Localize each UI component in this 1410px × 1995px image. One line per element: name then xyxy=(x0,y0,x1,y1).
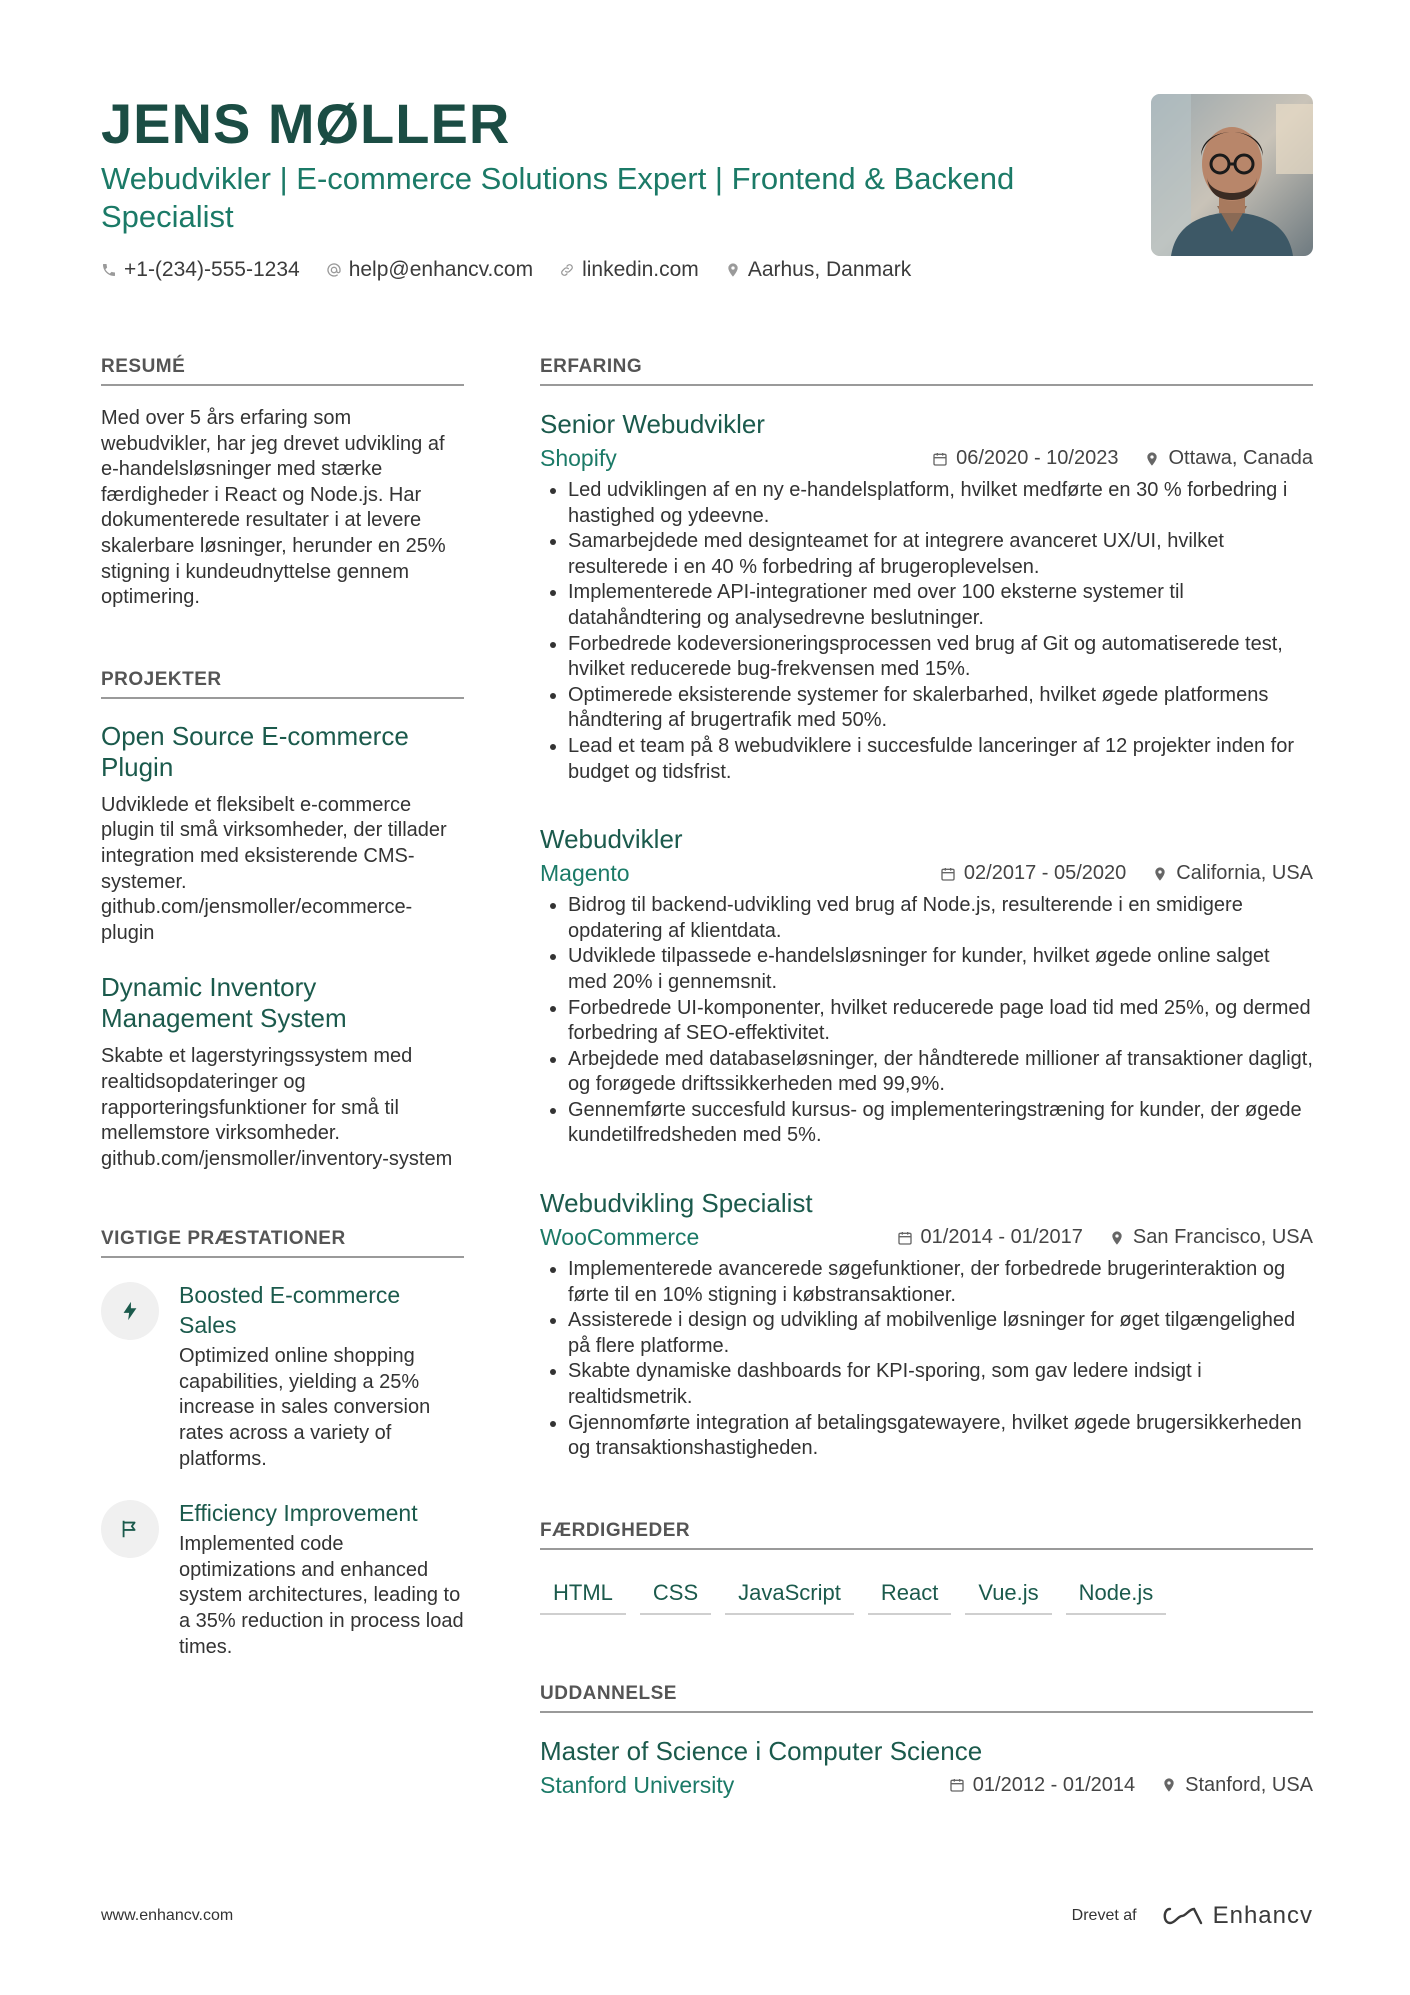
at-icon xyxy=(326,262,342,278)
job-bullet: • Bidrog til backend-udvikling ved brug af Node.js, resulterende i en smidigere opdatering af klientdata. xyxy=(568,893,1313,944)
job-company: Shopify xyxy=(540,445,617,471)
skill-tag: Vue.js xyxy=(965,1574,1051,1615)
project-desc: Skabte et lagerstyringssystem med realtidsopdateringer og rapporteringsfunktioner for små til mellemstore virksomheder. github.com/jensmoller/inventory-system xyxy=(101,1045,453,1170)
lightning-icon xyxy=(101,1282,159,1340)
summary-title: RESUMÉ xyxy=(101,356,464,386)
job-company: Magento xyxy=(540,860,630,887)
project-title: Open Source E-commerce Plugin xyxy=(101,720,409,782)
projects-section xyxy=(101,669,464,1173)
candidate-name: JENS MØLLER xyxy=(101,92,511,155)
job-title: Webudvikler xyxy=(540,824,683,855)
achievement-desc: Optimized online shopping capabilities, yielding a 25% increase in sales conversion rates across a variety of platforms. xyxy=(179,1345,431,1470)
calendar-icon xyxy=(932,451,948,467)
brand-logo[interactable] xyxy=(1159,1902,1313,1930)
education-title: UDDANNELSE xyxy=(540,1683,1313,1713)
link-icon xyxy=(559,262,575,278)
education-entry xyxy=(540,1735,1313,1799)
job-location-text: Ottawa, Canada xyxy=(1168,447,1313,469)
summary-text: Med over 5 års erfaring som webudvikler, har jeg drevet udvikling af e-handelsløsninger med stærke færdigheder i React og Node.js. Har dokumenterede resultater i at levere skalerbare løsninger, herunder en 25% stigning i kundeudnyttelse gennem optimering. xyxy=(101,407,446,609)
experience-section xyxy=(540,356,1313,1462)
job-bullet: • Led udviklingen af en ny e-handelsplatform, hvilket medførte en 30 % forbedring i hastighed og ydeevne. xyxy=(568,478,1313,529)
flag-icon xyxy=(101,1500,159,1558)
brand-name: Enhancv xyxy=(1212,1902,1313,1929)
job-bullet: • Lead et team på 8 webudviklere i succesfulde lanceringer af 12 projekter inden for budget og tidsfrist. xyxy=(568,734,1313,785)
location-pin-icon xyxy=(725,262,741,278)
job-bullets xyxy=(540,893,1313,1149)
skills-section xyxy=(540,1520,1313,1615)
skill-tag: React xyxy=(868,1574,951,1615)
job-location xyxy=(1152,862,1313,885)
achievements-section xyxy=(101,1228,464,1660)
education-location xyxy=(1161,1774,1313,1797)
calendar-icon xyxy=(949,1777,965,1793)
job-dates-text: 02/2017 - 05/2020 xyxy=(963,862,1127,885)
education-location-text: Stanford, USA xyxy=(1185,1773,1313,1796)
project-title: Dynamic Inventory Management System xyxy=(101,972,347,1034)
linkedin-text: linkedin.com xyxy=(582,258,699,281)
location-pin-icon xyxy=(1161,1777,1177,1793)
contact-linkedin[interactable] xyxy=(559,258,699,282)
job-bullets xyxy=(540,478,1313,785)
job-bullet: • Gjennomførte integration af betalingsgatewayere, hvilket øgede brugersikkerheden og transaktionshastigheden. xyxy=(568,1411,1313,1462)
job-dates-text: 01/2014 - 01/2017 xyxy=(920,1226,1083,1249)
job-bullet: • Arbejdede med databaseløsninger, der håndterede millioner af transaktioner dagligt, og forøgede driftssikkerheden med 99,9%. xyxy=(568,1047,1313,1098)
right-column xyxy=(540,356,1313,1799)
candidate-headline: Webudvikler | E-commerce Solutions Expert | Frontend & Backend Specialist xyxy=(101,161,1015,234)
achievement-item xyxy=(101,1280,464,1472)
skill-tag: HTML xyxy=(540,1574,626,1615)
job-bullet: • Samarbejdede med designteamet for at integrere avanceret UX/UI, hvilket resulterede i en 40 % forbedring af brugeroplevelsen. xyxy=(568,529,1313,580)
job-location xyxy=(1109,1226,1313,1249)
job-bullet: • Skabte dynamiske dashboards for KPI-sporing, som gav ledere indsigt i realtidsmetrik. xyxy=(568,1359,1313,1410)
job-bullet: • Udviklede tilpassede e-handelsløsninger for kunder, hvilket øgede online salget med 20% i gennemsnit. xyxy=(568,944,1313,995)
contact-email[interactable] xyxy=(326,258,533,282)
header xyxy=(101,92,1101,236)
experience-title: ERFARING xyxy=(540,356,1313,386)
calendar-icon xyxy=(897,1230,913,1246)
job-dates xyxy=(940,862,1126,885)
job-company: WooCommerce xyxy=(540,1224,700,1251)
footer-website[interactable]: www.enhancv.com xyxy=(101,1907,234,1924)
achievement-title: Efficiency Improvement xyxy=(179,1500,418,1527)
education-dates-text: 01/2012 - 01/2014 xyxy=(972,1773,1136,1796)
job-bullet: • Implementerede avancerede søgefunktioner, der forbedrede brugerinteraktion og førte til en 10% stigning i købstransaktioner. xyxy=(568,1257,1313,1308)
footer xyxy=(101,1902,1313,1930)
job-bullets xyxy=(540,1257,1313,1462)
job-location xyxy=(1144,447,1313,470)
contact-phone xyxy=(101,258,300,282)
job-entry xyxy=(540,408,1313,785)
job-bullet: • Forbedrede kodeversioneringsprocessen ved brug af Git og automatiserede test, hvilket reducerede bug-frekvensen med 15%. xyxy=(568,632,1313,683)
job-bullet: • Assisterede i design og udvikling af mobilvenlige løsninger for øget tilgængelighed på flere platforme. xyxy=(568,1308,1313,1359)
profile-photo-image xyxy=(1151,94,1313,256)
education-dates xyxy=(949,1774,1135,1797)
calendar-icon xyxy=(940,866,956,882)
job-bullet: • Gennemførte succesfuld kursus- og implementeringstræning for kunder, der øgede kundetilfredsheden med 5%. xyxy=(568,1098,1313,1149)
achievements-title: VIGTIGE PRÆSTATIONER xyxy=(101,1228,464,1258)
achievement-desc: Implemented code optimizations and enhanced system architectures, leading to a 35% reduction in process load times. xyxy=(179,1533,464,1658)
powered-by-text: Drevet af xyxy=(1071,1907,1137,1924)
profile-photo xyxy=(1151,94,1313,256)
job-title: Webudvikling Specialist xyxy=(540,1188,813,1219)
job-location-text: San Francisco, USA xyxy=(1132,1226,1313,1249)
skills-title: FÆRDIGHEDER xyxy=(540,1520,1313,1550)
footer-brand xyxy=(1072,1902,1313,1930)
summary-section xyxy=(101,356,464,611)
achievement-title: Boosted E-commerce Sales xyxy=(179,1282,401,1339)
job-title: Senior Webudvikler xyxy=(540,409,765,439)
email-text: help@enhancv.com xyxy=(348,258,534,281)
location-pin-icon xyxy=(1144,451,1160,467)
enhancv-logo-icon xyxy=(1159,1905,1205,1927)
location-text: Aarhus, Danmark xyxy=(747,258,912,281)
phone-text: +1-(234)-555-1234 xyxy=(124,258,300,281)
phone-icon xyxy=(101,262,117,278)
contact-location xyxy=(725,258,911,282)
skill-tag: CSS xyxy=(640,1574,711,1615)
project-item xyxy=(101,972,464,1172)
job-dates xyxy=(932,447,1118,470)
skills-list xyxy=(540,1574,1313,1615)
contact-bar xyxy=(101,258,911,282)
education-degree: Master of Science i Computer Science xyxy=(540,1735,983,1766)
job-entry xyxy=(540,1187,1313,1462)
job-bullet: • Optimerede eksisterende systemer for skalerbarhed, hvilket øgede platformens håndtering af brugertrafik med 50%. xyxy=(568,683,1313,734)
location-pin-icon xyxy=(1152,866,1168,882)
projects-title: PROJEKTER xyxy=(101,669,464,699)
job-location-text: California, USA xyxy=(1176,862,1313,885)
achievement-item xyxy=(101,1498,464,1660)
job-dates xyxy=(897,1226,1083,1249)
project-item xyxy=(101,721,464,947)
education-school: Stanford University xyxy=(540,1771,735,1798)
job-dates-text: 06/2020 - 10/2023 xyxy=(956,447,1119,469)
job-bullet: • Forbedrede UI-komponenter, hvilket reducerede page load tid med 25%, og dermed forbedring af SEO-effektivitet. xyxy=(568,996,1313,1047)
skill-tag: JavaScript xyxy=(725,1574,854,1615)
left-column xyxy=(101,356,464,1660)
education-section xyxy=(540,1683,1313,1799)
skill-tag: Node.js xyxy=(1066,1574,1167,1615)
job-entry xyxy=(540,823,1313,1149)
location-pin-icon xyxy=(1109,1230,1125,1246)
job-bullet: • Implementerede API-integrationer med over 100 eksterne systemer til datahåndtering og analysedrevne beslutninger. xyxy=(568,580,1313,631)
project-desc: Udviklede et fleksibelt e-commerce plugin til små virksomheder, der tillader integration med eksisterende CMS-systemer. github.com/jensmoller/ecommerce-plugin xyxy=(101,793,447,944)
